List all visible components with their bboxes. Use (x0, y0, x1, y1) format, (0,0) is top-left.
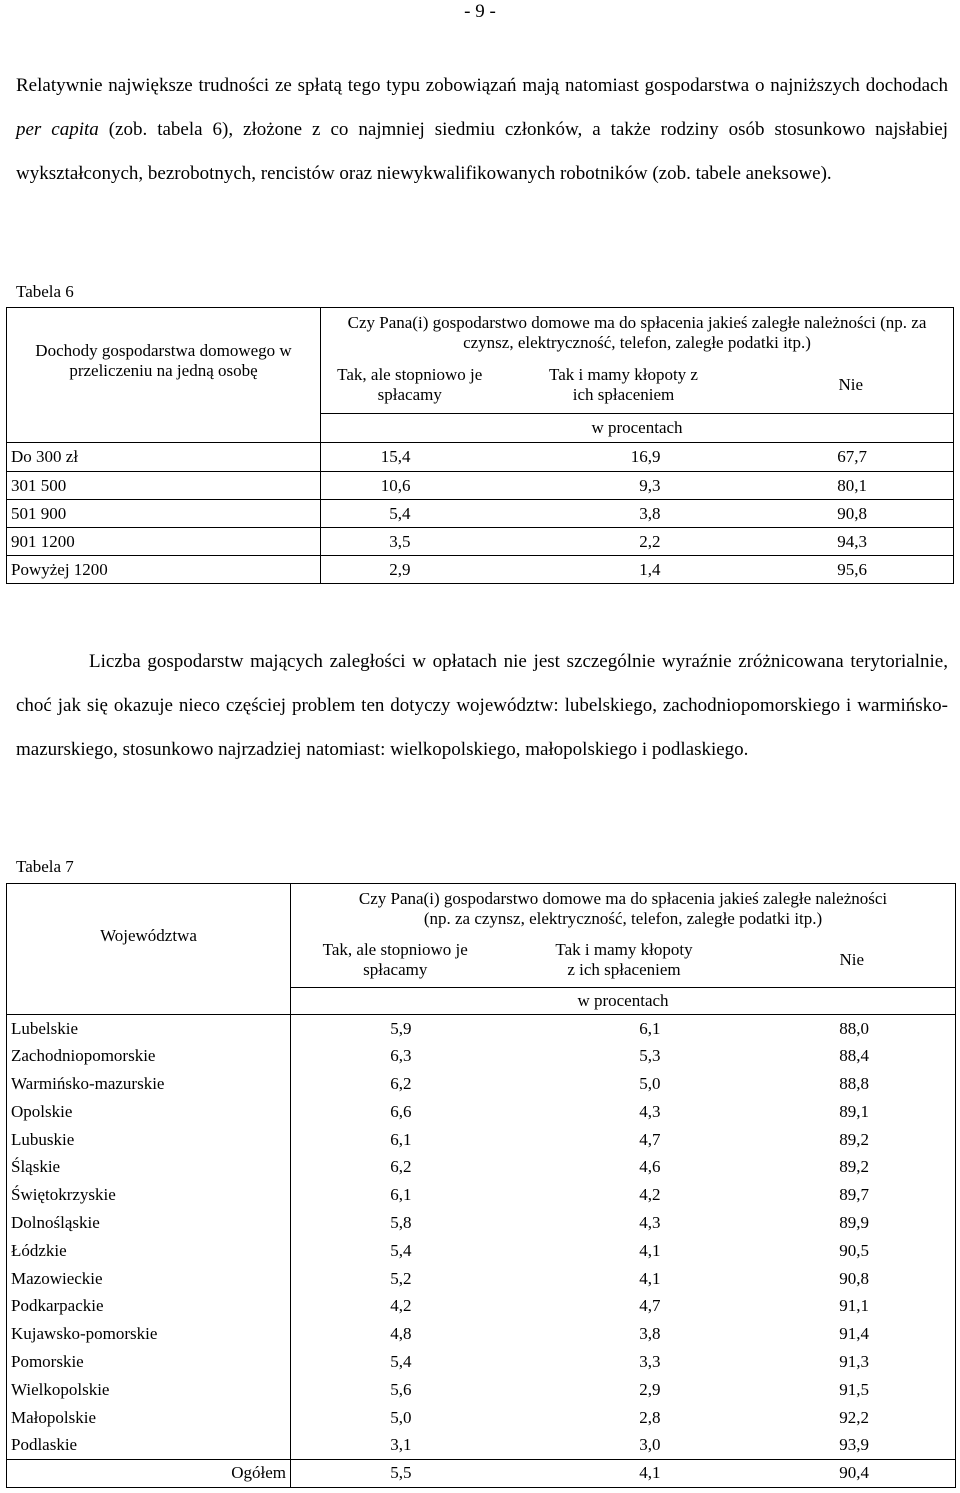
cell-value: 1,4 (499, 556, 749, 584)
cell-value: 3,3 (639, 1351, 661, 1371)
regional-paragraph: Liczba gospodarstw mających zaległości w opłatach nie jest szczególnie wyraźnie zróżnicowana terytorialnie, choć jak się okazuje nieco częściej problem ten dotyczy województw: lubelskiego, zachodniopomorskiego i warmińsko-mazurskiego, stosunkowo najrzadziej natomiast: wielkopolskiego, małopolskiego i podlaskiego. (16, 651, 948, 760)
cell-value: 80,1 (749, 472, 954, 500)
row-label: 901 1200 (7, 528, 321, 556)
table7-question-line1: Czy Pana(i) gospodarstwo domowe ma do spłacenia jakieś zaległe należności (358, 888, 888, 908)
table7-col2-header (500, 934, 749, 988)
table-row (7, 1209, 956, 1237)
cell-value: 15,4 (321, 443, 499, 472)
page-number: - 9 - (464, 1, 496, 22)
table7-col2-line1: Tak i mamy kłopoty (555, 940, 693, 960)
row-label: Lubelskie (7, 1015, 291, 1043)
cell-value: 6,3 (390, 1046, 412, 1066)
cell-value: 4,1 (500, 1459, 749, 1487)
table-row (7, 1431, 956, 1459)
cell-value: 16,9 (499, 443, 749, 472)
cell-value: 5,4 (390, 1351, 412, 1371)
cell-value: 4,2 (390, 1296, 412, 1316)
cell-value: 95,6 (749, 556, 954, 584)
table-row (7, 1181, 956, 1209)
cell-value: 4,1 (639, 1240, 661, 1260)
cell-value: 90,5 (749, 1237, 956, 1265)
cell-value: 92,2 (749, 1404, 956, 1432)
table-row (7, 1237, 956, 1265)
row-label: 501 900 (7, 500, 321, 528)
cell-value: 88,4 (749, 1042, 956, 1070)
cell-value: 3,8 (499, 500, 749, 528)
cell-value: 88,8 (749, 1070, 956, 1098)
cell-value: 4,6 (639, 1157, 661, 1177)
intro-italic: per capita (16, 119, 99, 140)
table6-col2-header: Tak i mamy kłopoty z ich spłaceniem (549, 365, 698, 405)
row-label: Opolskie (7, 1098, 291, 1126)
table6-col1-header: Tak, ale stopniowo je spłacamy (337, 365, 483, 405)
row-label: Lubuskie (7, 1126, 291, 1154)
table-row (7, 1042, 956, 1070)
table7-col2-line2: z ich spłaceniem (567, 960, 681, 980)
cell-value: 10,6 (321, 472, 499, 500)
cell-value: 2,9 (639, 1379, 661, 1399)
cell-value: 6,6 (390, 1101, 412, 1121)
row-label: Świętokrzyskie (7, 1181, 291, 1209)
row-label: Powyżej 1200 (7, 556, 321, 584)
cell-value: 5,5 (291, 1459, 500, 1487)
table-row (7, 472, 954, 500)
table6-unit: w procentach (321, 414, 954, 443)
table-row (7, 528, 954, 556)
table-row (7, 1348, 956, 1376)
cell-value: 9,3 (499, 472, 749, 500)
cell-value: 4,1 (639, 1268, 661, 1288)
table-row (7, 1070, 956, 1098)
cell-value: 3,0 (639, 1435, 661, 1455)
table-row-total (7, 1459, 956, 1487)
cell-value: 3,5 (321, 528, 499, 556)
table7-unit: w procentach (291, 988, 956, 1015)
cell-value: 5,0 (639, 1073, 661, 1093)
row-label: Podkarpackie (7, 1292, 291, 1320)
table6-row-header: Dochody gospodarstwa domowego w przeliczeniu na jedną osobę (7, 308, 321, 414)
cell-value: 91,4 (749, 1320, 956, 1348)
table7-col3-header: Nie (749, 934, 956, 988)
table-row (7, 1153, 956, 1181)
cell-value: 94,3 (749, 528, 954, 556)
row-label: Wielkopolskie (7, 1376, 291, 1404)
cell-value: 88,0 (749, 1015, 956, 1043)
cell-value: 5,6 (390, 1379, 412, 1399)
row-label: Zachodniopomorskie (7, 1042, 291, 1070)
cell-value: 91,3 (749, 1348, 956, 1376)
cell-value: 3,8 (639, 1324, 661, 1344)
row-label: Mazowieckie (7, 1265, 291, 1293)
cell-value: 2,8 (639, 1407, 661, 1427)
cell-value: 5,3 (639, 1046, 661, 1066)
row-label: Kujawsko-pomorskie (7, 1320, 291, 1348)
row-label: Warmińsko-mazurskie (7, 1070, 291, 1098)
cell-value: 89,2 (749, 1153, 956, 1181)
row-label: Pomorskie (7, 1348, 291, 1376)
table-row (7, 1404, 956, 1432)
row-label: Ogółem (7, 1459, 291, 1487)
table6-caption: Tabela 6 (16, 282, 74, 301)
table7-question (291, 884, 956, 934)
cell-value: 5,9 (390, 1018, 412, 1038)
cell-value: 89,7 (749, 1181, 956, 1209)
cell-value: 91,5 (749, 1376, 956, 1404)
row-label: Dolnośląskie (7, 1209, 291, 1237)
table-row (7, 1265, 956, 1293)
cell-value: 5,4 (390, 1240, 412, 1260)
table-row (7, 443, 954, 472)
cell-value: 89,9 (749, 1209, 956, 1237)
table7-row-header: Województwa (7, 884, 291, 988)
table-row (7, 1320, 956, 1348)
table7-question-line2: (np. za czynsz, elektryczność, telefon, zaległe podatki itp.) (423, 908, 823, 928)
cell-value: 4,3 (639, 1212, 661, 1232)
cell-value: 2,9 (321, 556, 499, 584)
table6 (6, 307, 954, 584)
table-row (7, 1292, 956, 1320)
row-label: Łódzkie (7, 1237, 291, 1265)
table-row (7, 556, 954, 584)
table6-question: Czy Pana(i) gospodarstwo domowe ma do spłacenia jakieś zaległe należności (np. za czynsz, elektryczność, telefon, zaległe podatki itp.) (321, 308, 954, 358)
cell-value: 6,2 (390, 1073, 412, 1093)
cell-value: 4,3 (639, 1101, 661, 1121)
cell-value: 4,7 (639, 1129, 661, 1149)
cell-value: 6,1 (390, 1129, 412, 1149)
table-row (7, 1376, 956, 1404)
table-row (7, 500, 954, 528)
cell-value: 5,0 (390, 1407, 412, 1427)
cell-value: 89,2 (749, 1126, 956, 1154)
table-row (7, 1098, 956, 1126)
cell-value: 89,1 (749, 1098, 956, 1126)
cell-value: 5,2 (390, 1268, 412, 1288)
cell-value: 91,1 (749, 1292, 956, 1320)
intro-text-1: Relatywnie największe trudności ze spłatą tego typu zobowiązań mają natomiast gospodarstwa o najniższych dochodach (16, 75, 948, 96)
table7-col1-header: Tak, ale stopniowo je spłacamy (322, 940, 468, 980)
row-label: Do 300 zł (7, 443, 321, 472)
table-row (7, 1015, 956, 1043)
cell-value: 6,1 (390, 1185, 412, 1205)
table-row (7, 1126, 956, 1154)
table7 (6, 883, 956, 1488)
cell-value: 90,8 (749, 500, 954, 528)
cell-value: 4,7 (639, 1296, 661, 1316)
cell-value: 5,4 (321, 500, 499, 528)
cell-value: 6,2 (390, 1157, 412, 1177)
cell-value: 90,4 (749, 1459, 956, 1487)
cell-value: 4,8 (390, 1324, 412, 1344)
cell-value: 2,2 (499, 528, 749, 556)
intro-paragraph (16, 64, 948, 196)
cell-value: 4,2 (639, 1185, 661, 1205)
row-label: Małopolskie (7, 1404, 291, 1432)
cell-value: 90,8 (749, 1265, 956, 1293)
cell-value: 3,1 (390, 1435, 412, 1455)
table6-col3-header: Nie (749, 358, 954, 414)
cell-value: 5,8 (390, 1212, 412, 1232)
cell-value: 93,9 (749, 1431, 956, 1459)
table7-caption: Tabela 7 (16, 857, 74, 876)
cell-value: 67,7 (749, 443, 954, 472)
cell-value: 6,1 (639, 1018, 661, 1038)
row-label: Śląskie (7, 1153, 291, 1181)
row-label: 301 500 (7, 472, 321, 500)
intro-text-2: (zob. tabela 6), złożone z co najmniej siedmiu członków, a także rodziny osób stosunkowo najsłabiej wykształconych, bezrobotnych, rencistów oraz niewykwalifikowanych robotników (zob. tabele aneksowe). (16, 119, 948, 184)
row-label: Podlaskie (7, 1431, 291, 1459)
